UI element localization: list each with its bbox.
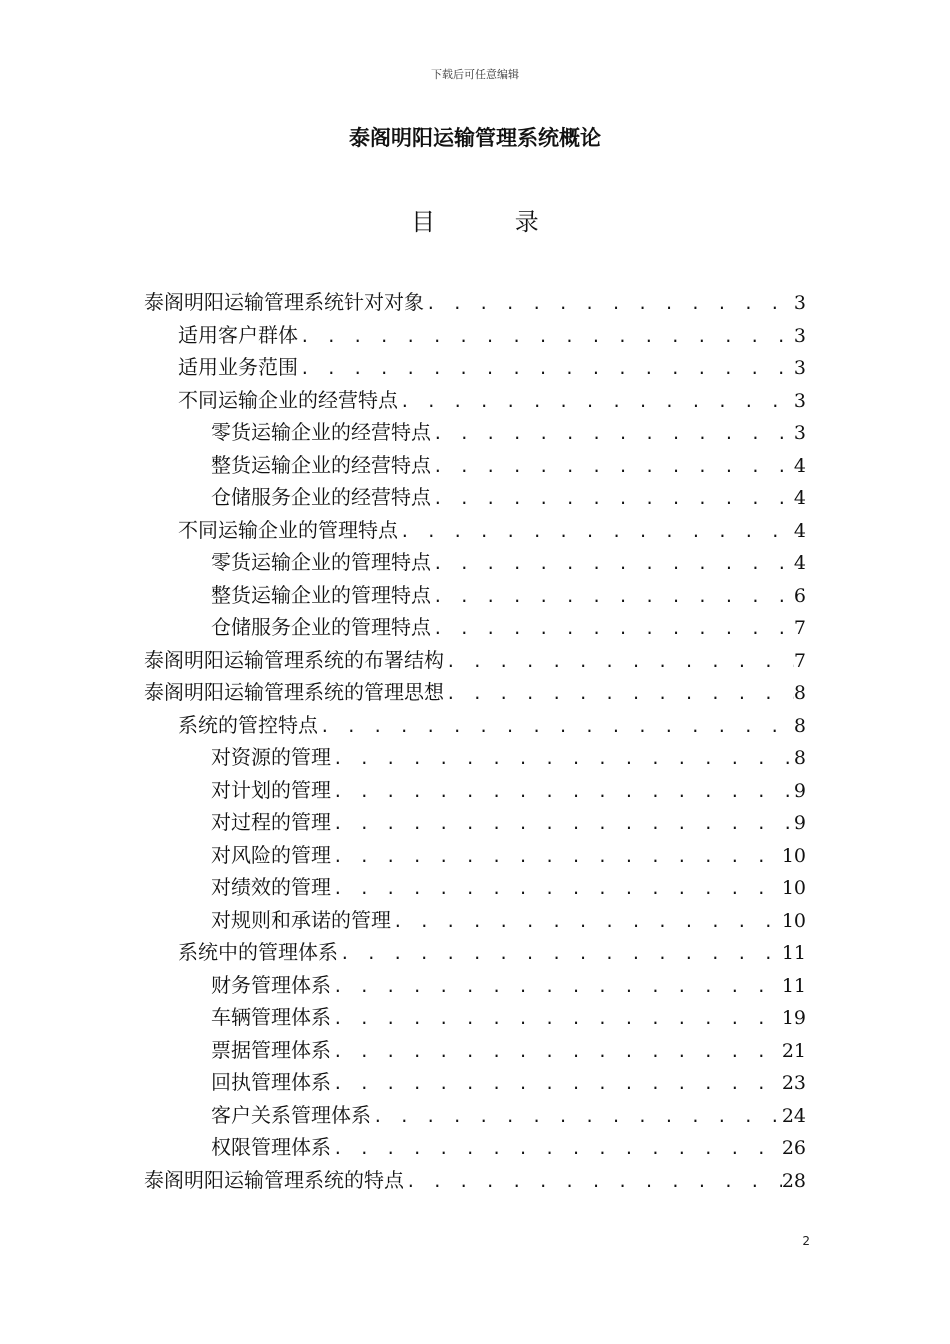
toc-entry[interactable] <box>144 1099 806 1132</box>
toc-dot-leader <box>431 457 794 476</box>
toc-entry-title: 系统中的管理体系 <box>178 940 338 964</box>
toc-dot-leader <box>398 392 794 411</box>
toc-dot-leader <box>371 1107 782 1126</box>
toc-entry-title: 适用业务范围 <box>178 355 298 379</box>
toc-entry[interactable] <box>144 969 806 1002</box>
toc-dot-leader <box>331 782 794 801</box>
toc-entry-page: 11 <box>781 974 806 997</box>
header-note: 下载后可任意编辑 <box>431 68 519 81</box>
toc-entry-page: 4 <box>793 519 806 542</box>
toc-entry-title: 回执管理体系 <box>211 1070 331 1094</box>
toc-entry-title: 车辆管理体系 <box>211 1005 331 1029</box>
toc-entry-title: 泰阁明阳运输管理系统的管理思想 <box>144 680 444 704</box>
toc-entry-title: 零货运输企业的管理特点 <box>211 550 431 574</box>
toc-entry-page: 8 <box>793 682 806 704</box>
toc-entry[interactable] <box>144 936 806 969</box>
toc-entry-title: 适用客户群体 <box>178 322 298 347</box>
toc-dot-leader <box>444 684 794 703</box>
toc-entry-page: 3 <box>793 292 806 314</box>
toc-dot-leader <box>331 1042 782 1061</box>
toc-dot-leader <box>318 717 794 736</box>
toc-entry[interactable] <box>144 481 806 514</box>
toc-entry-title: 票据管理体系 <box>211 1037 331 1062</box>
toc-entry-page: 3 <box>793 357 806 379</box>
toc-entry-title: 对风险的管理 <box>211 842 331 867</box>
toc-entry[interactable] <box>144 741 806 774</box>
toc-entry[interactable] <box>144 351 806 384</box>
toc-entry[interactable] <box>144 871 806 904</box>
toc-entry[interactable] <box>144 1001 806 1034</box>
toc-entry-page: 9 <box>793 812 806 834</box>
toc-dot-leader <box>331 879 782 898</box>
toc-dot-leader <box>331 749 794 768</box>
toc-entry-title: 整货运输企业的经营特点 <box>211 452 431 477</box>
toc-entry-title: 不同运输企业的管理特点 <box>178 517 398 542</box>
toc-entry-title: 客户关系管理体系 <box>211 1102 371 1127</box>
toc-entry-title: 对资源的管理 <box>211 745 331 769</box>
toc-entry[interactable] <box>144 1066 806 1099</box>
toc-entry-title: 财务管理体系 <box>211 972 331 997</box>
toc-entry-title: 权限管理体系 <box>211 1135 331 1159</box>
toc-entry-page: 11 <box>781 942 806 964</box>
toc-entry[interactable] <box>144 644 806 677</box>
toc-dot-leader <box>431 424 794 443</box>
toc-entry[interactable] <box>144 709 806 742</box>
toc-entry-page: 24 <box>781 1104 806 1127</box>
toc-entry[interactable] <box>144 449 806 482</box>
table-of-contents <box>144 286 806 1196</box>
toc-entry-title: 系统的管控特点 <box>178 712 318 737</box>
toc-dot-leader <box>404 1172 782 1191</box>
toc-entry-title: 对绩效的管理 <box>211 875 331 899</box>
toc-dot-leader <box>431 554 794 573</box>
toc-entry-title: 对过程的管理 <box>211 810 331 834</box>
toc-entry-title: 泰阁明阳运输管理系统的布署结构 <box>144 647 444 672</box>
toc-entry-page: 9 <box>793 779 806 802</box>
toc-entry[interactable] <box>144 546 806 579</box>
toc-entry[interactable] <box>144 904 806 937</box>
toc-entry[interactable] <box>144 1131 806 1164</box>
toc-dot-leader <box>331 814 794 833</box>
toc-entry-page: 7 <box>793 649 806 672</box>
toc-entry[interactable] <box>144 286 806 319</box>
toc-dot-leader <box>338 944 782 963</box>
toc-entry[interactable] <box>144 384 806 417</box>
toc-entry-page: 10 <box>781 877 806 899</box>
toc-entry-title: 泰阁明阳运输管理系统的特点 <box>144 1167 404 1192</box>
toc-dot-leader <box>331 1139 782 1158</box>
toc-entry-page: 3 <box>793 324 806 347</box>
toc-entry-page: 26 <box>781 1137 806 1159</box>
toc-entry-page: 10 <box>781 844 806 867</box>
toc-entry-page: 23 <box>781 1072 806 1094</box>
toc-entry-title: 整货运输企业的管理特点 <box>211 582 431 607</box>
toc-entry[interactable] <box>144 1034 806 1067</box>
toc-entry-title: 对规则和承诺的管理 <box>211 907 391 932</box>
toc-entry[interactable] <box>144 319 806 352</box>
toc-entry-title: 对计划的管理 <box>211 777 331 802</box>
toc-entry-page: 19 <box>781 1007 806 1029</box>
toc-entry-page: 28 <box>781 1169 806 1192</box>
toc-entry-page: 6 <box>793 584 806 607</box>
toc-entry[interactable] <box>144 579 806 612</box>
toc-entry-title: 泰阁明阳运输管理系统针对对象 <box>144 290 424 314</box>
toc-dot-leader <box>331 847 782 866</box>
toc-entry[interactable] <box>144 416 806 449</box>
toc-dot-leader <box>331 1009 782 1028</box>
toc-entry-page: 10 <box>781 909 806 932</box>
toc-entry-page: 8 <box>793 747 806 769</box>
page-number: 2 <box>802 1234 810 1248</box>
toc-entry-page: 3 <box>793 422 806 444</box>
toc-entry-page: 21 <box>781 1039 806 1062</box>
toc-dot-leader <box>431 619 794 638</box>
toc-entry-page: 8 <box>793 714 806 737</box>
toc-entry-title: 仓储服务企业的经营特点 <box>211 485 431 509</box>
toc-entry[interactable] <box>144 1164 806 1197</box>
toc-entry[interactable] <box>144 806 806 839</box>
toc-dot-leader <box>444 652 794 671</box>
toc-entry-title: 仓储服务企业的管理特点 <box>211 615 431 639</box>
toc-entry[interactable] <box>144 611 806 644</box>
toc-dot-leader <box>424 294 794 313</box>
toc-entry-page: 7 <box>793 617 806 639</box>
toc-entry-title: 不同运输企业的经营特点 <box>178 387 398 412</box>
toc-entry[interactable] <box>144 676 806 709</box>
toc-dot-leader <box>431 489 794 508</box>
toc-dot-leader <box>431 587 794 606</box>
toc-dot-leader <box>298 359 794 378</box>
document-title: 泰阁明阳运输管理系统概论 <box>349 126 601 150</box>
toc-dot-leader <box>391 912 782 931</box>
toc-entry[interactable] <box>144 839 806 872</box>
toc-entry-page: 4 <box>793 454 806 477</box>
toc-entry-page: 4 <box>793 552 806 574</box>
toc-heading: 目 录 <box>411 208 575 236</box>
toc-dot-leader <box>331 1074 782 1093</box>
toc-dot-leader <box>298 327 794 346</box>
toc-entry-page: 4 <box>793 487 806 509</box>
toc-entry[interactable] <box>144 774 806 807</box>
toc-entry-title: 零货运输企业的经营特点 <box>211 420 431 444</box>
toc-entry-page: 3 <box>793 389 806 412</box>
toc-dot-leader <box>398 522 794 541</box>
toc-dot-leader <box>331 977 782 996</box>
toc-entry[interactable] <box>144 514 806 547</box>
